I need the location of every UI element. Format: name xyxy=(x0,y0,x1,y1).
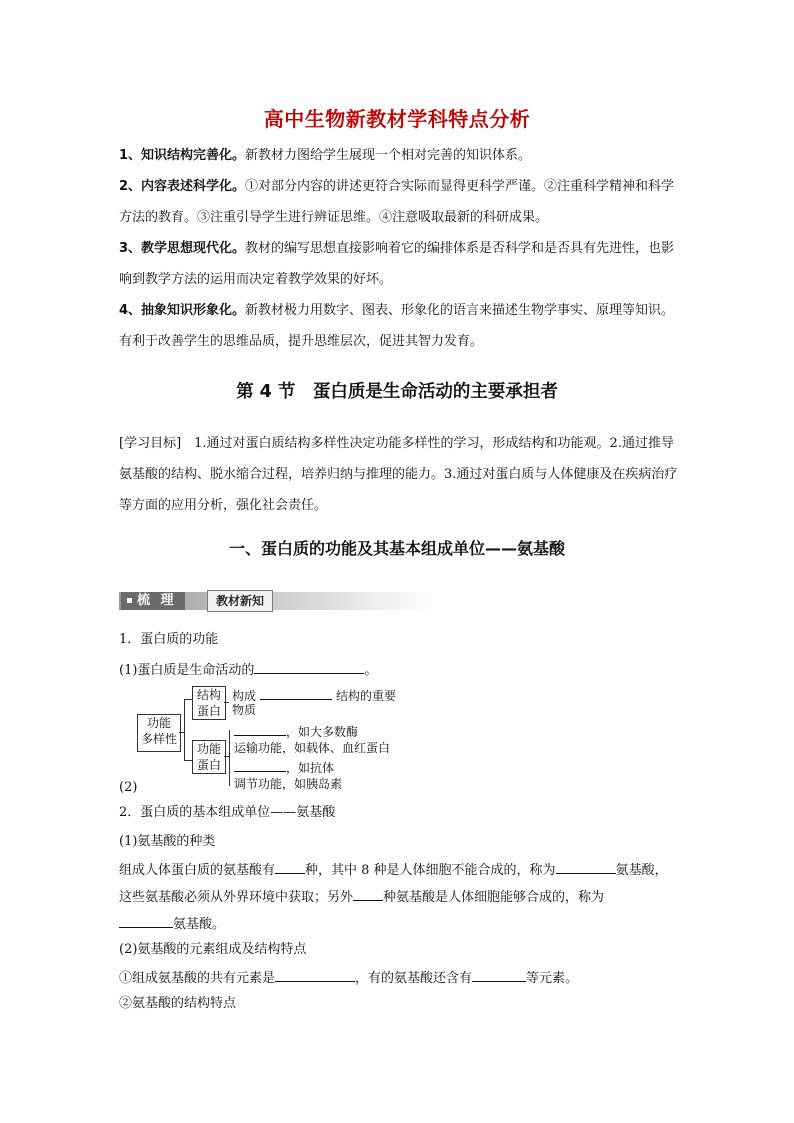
heading-amino-types: (1)氨基酸的种类 xyxy=(119,834,216,849)
intro-item-2 xyxy=(119,171,679,233)
fill-line-1: (1)蛋白质是生命活动的 。 xyxy=(119,660,377,680)
connector xyxy=(184,699,192,700)
blank xyxy=(275,968,355,982)
function-item-3: ，如抗体 xyxy=(234,758,334,776)
blank xyxy=(260,686,332,700)
fill-line-5: ①组成氨基酸的共有元素是 ，有的氨基酸还含有 等元素。 xyxy=(119,968,578,988)
square-icon xyxy=(127,598,132,603)
intro-text: 新教材极力用数字、图表、形象化的语言来描述生物学事实、原理等知识。有利于改善学生的思维品质，提升思维层次，促进其智力发育。 xyxy=(119,303,675,349)
intro-item-1 xyxy=(119,140,679,171)
main-title: 高中生物新教材学科特点分析 xyxy=(263,107,531,131)
blank xyxy=(234,722,286,736)
learning-objectives: [学习目标] 1.通过对蛋白质结构多样性决定功能多样性的学习，形成结构和功能观。2.通过推导氨基酸的结构、脱水缩合过程，培养归纳与推理的能力。3.通过对蛋白质与人体健康及在疾病治疗等方面的应用分析，强化社会责任。 xyxy=(119,436,678,513)
banner-tag: 教材新知 xyxy=(207,590,273,612)
intro-label: 4、抽象知识形象化。 xyxy=(119,303,246,318)
section-title: 第 4 节 蛋白质是生命活动的主要承担者 xyxy=(236,382,558,402)
heading-protein-function: 1．蛋白质的功能 xyxy=(119,632,219,647)
connector xyxy=(184,760,192,761)
blank xyxy=(353,887,383,901)
diagram-structure-box: 结构 蛋白 xyxy=(192,686,226,720)
intro-item-4 xyxy=(119,295,679,357)
intro-label: 1、知识结构完善化。 xyxy=(119,148,246,163)
intro-text: 教材的编写思想直接影响着它的编排体系是否科学和是否具有先进性，也影响到教学方法的运用而决定着教学效果的好坏。 xyxy=(119,241,675,287)
heading-amino-acid: 2．蛋白质的基本组成单位——氨基酸 xyxy=(119,805,336,820)
blank xyxy=(234,758,286,772)
heading-amino-elements: (2)氨基酸的元素组成及结构特点 xyxy=(119,942,307,957)
blank xyxy=(119,914,173,928)
brace-line xyxy=(184,699,185,761)
fill-line-3: 这些氨基酸必须从外界环境中获取；另外 种氨基酸是人体细胞能够合成的，称为 xyxy=(119,887,604,907)
diagram-root-box: 功能 多样性 xyxy=(137,714,181,752)
section-banner xyxy=(119,589,439,613)
diagram-number: (2) xyxy=(119,780,138,795)
function-item-2: 运输功能，如载体、血红蛋白 xyxy=(234,741,391,755)
intro-text: ①对部分内容的讲述更符合实际而显得更科学严谨。②注重科学精神和科学方法的教育。③注重引导学生进行辨证思维。④注意吸取最新的科研成果。 xyxy=(119,179,675,225)
blank xyxy=(254,660,364,674)
function-item-4: 调节功能，如胰岛素 xyxy=(234,777,343,791)
blank xyxy=(275,860,305,874)
structure-item-2: 物质 xyxy=(232,703,257,717)
intro-text: 新教材力图给学生展现一个相对完善的知识体系。 xyxy=(245,148,532,163)
intro-item-3 xyxy=(119,233,679,295)
part-title: 一、蛋白质的功能及其基本组成单位——氨基酸 xyxy=(228,539,565,558)
structure-item-1: 构成 结构的重要 xyxy=(232,686,396,704)
intro-label: 3、教学思想现代化。 xyxy=(119,241,246,256)
fill-line-4: 氨基酸。 xyxy=(119,914,225,934)
intro-label: 2、内容表述科学化。 xyxy=(119,179,246,194)
blank xyxy=(556,860,616,874)
diagram-function-box: 功能 蛋白 xyxy=(192,740,226,774)
fill-line-6: ②氨基酸的结构特点 xyxy=(119,996,237,1011)
fill-line-2: 组成人体蛋白质的氨基酸有 种，其中 8 种是人体细胞不能合成的，称为 氨基酸， xyxy=(119,860,668,880)
brace-line xyxy=(229,730,230,786)
function-item-1: ，如大多数酶 xyxy=(234,722,358,740)
blank xyxy=(472,968,526,982)
connector xyxy=(224,702,229,703)
banner-label: 梳 理 xyxy=(121,592,185,610)
